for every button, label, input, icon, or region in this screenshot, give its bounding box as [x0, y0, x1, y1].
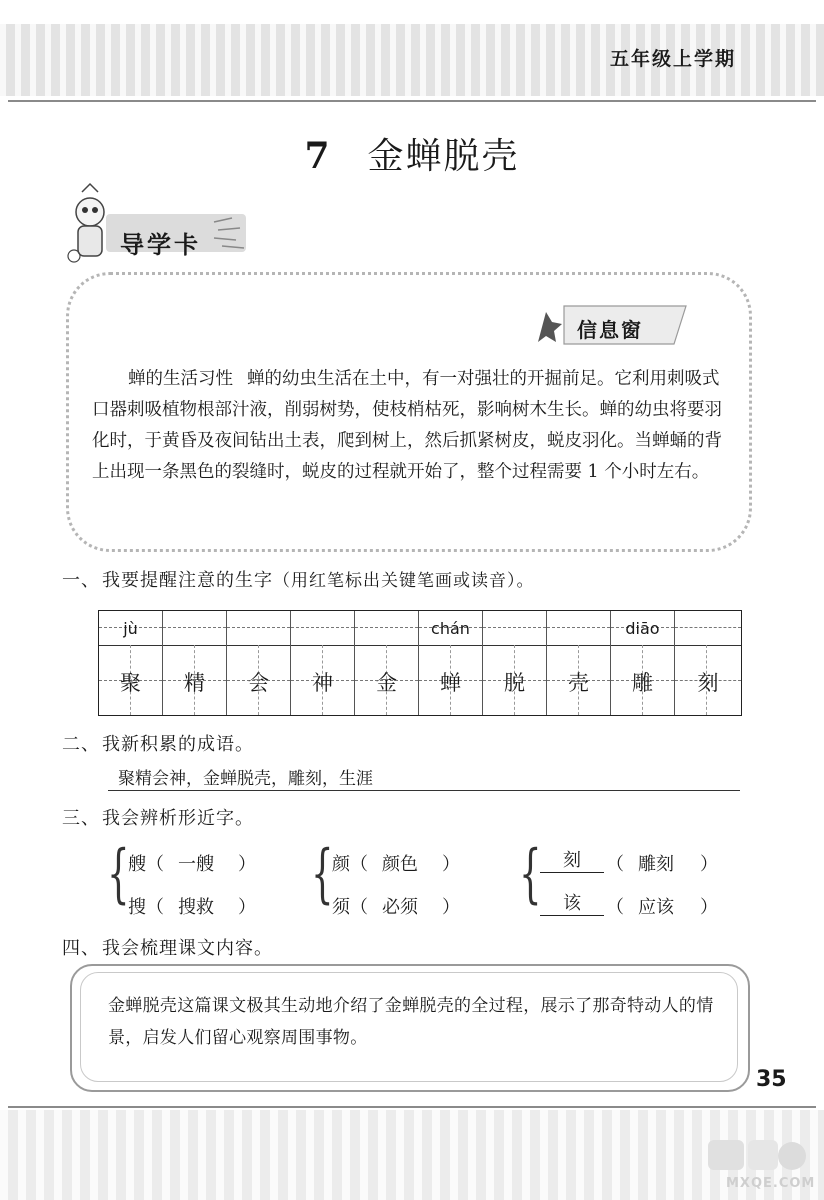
answer-word[interactable]: 雕刻 — [638, 854, 674, 875]
star-icon — [538, 312, 562, 342]
grid-cell[interactable] — [675, 611, 741, 715]
grid-cell[interactable] — [483, 611, 547, 715]
footer-rule — [8, 1106, 816, 1108]
answer-word[interactable]: 应该 — [638, 897, 674, 918]
section-2-heading — [62, 730, 254, 756]
hanzi: 金 — [376, 671, 397, 695]
answer-word[interactable]: 颜色 — [382, 854, 418, 875]
hanzi: 会 — [248, 671, 269, 695]
hanzi: 聚 — [120, 671, 141, 695]
section-1-title: 我要提醒注意的生字 — [102, 570, 273, 591]
compare-item: （ 雕刻 ） — [606, 850, 718, 876]
header-rule — [8, 100, 816, 102]
guide-label: 导学卡 — [120, 231, 201, 259]
compare-item: 搜（ 搜救 ） — [128, 893, 256, 919]
watermark-text: MXQE.COM — [726, 1176, 816, 1191]
section-3-title: 我会辨析形近字。 — [102, 808, 254, 829]
section-3-heading — [62, 804, 254, 830]
answer-word[interactable]: 搜救 — [178, 897, 214, 918]
grid-cell[interactable] — [547, 611, 611, 715]
compare-item: 颜（ 颜色 ） — [332, 850, 460, 876]
hanzi: 刻 — [697, 671, 719, 695]
pinyin-row — [611, 611, 674, 646]
section-4-heading — [62, 934, 273, 960]
char-blank[interactable]: 该 — [540, 889, 604, 916]
pinyin-row — [355, 611, 418, 646]
brace-icon: { — [519, 837, 542, 911]
info-window-title: 信息窗 — [577, 318, 643, 342]
summary-answer[interactable]: 金蝉脱壳这篇课文极其生动地介绍了金蝉脱壳的全过程，展示了那奇特动人的情景，启发人们留心观察周围事物。 — [108, 996, 714, 1048]
pinyin: chán — [431, 619, 470, 638]
compare-item: 艘（ 一艘 ） — [128, 850, 256, 876]
section-1-heading — [62, 566, 535, 592]
pinyin: diāo — [625, 619, 660, 638]
hanzi: 神 — [312, 671, 333, 695]
pinyin-row — [291, 611, 354, 646]
section-2-number: 二、 — [62, 734, 100, 755]
pinyin-row — [99, 611, 162, 646]
answer-word[interactable]: 一艘 — [178, 854, 214, 875]
hanzi: 蝉 — [440, 671, 461, 695]
section-1-note: （用红笔标出关键笔画或读音）。 — [273, 571, 535, 591]
hanzi: 脱 — [504, 671, 525, 695]
character-grid — [98, 610, 742, 716]
brace-icon: { — [107, 837, 130, 911]
answer-word[interactable]: 必须 — [382, 897, 418, 918]
info-body: 蝉的幼虫生活在土中，有一对强壮的开掘前足。它利用刺吸式口器刺吸植物根部汁液，削弱树势，使枝梢枯死，影响树木生长。蝉的幼虫将要羽化时，于黄昏及夜间钻出土表，爬到树上，然后抓紧树皮，蜕皮羽化。当蝉蛹的背上出现一条黑色的裂缝时，蜕皮的过程就开始了，整个过程需要 1 个小时左右。 — [92, 369, 722, 482]
grid-cell[interactable] — [163, 611, 227, 715]
lesson-name: 金蝉脱壳 — [367, 136, 520, 177]
grid-cell[interactable] — [419, 611, 483, 715]
grid-cell[interactable] — [291, 611, 355, 715]
page-number: 35 — [756, 1067, 787, 1092]
grade-label: 五年级上学期 — [609, 48, 736, 70]
hanzi: 精 — [184, 671, 205, 695]
pinyin-row — [483, 611, 546, 646]
section-2-title: 我新积累的成语。 — [102, 734, 254, 755]
pinyin-row — [547, 611, 610, 646]
info-lead: 蝉的生活习性 — [128, 369, 233, 389]
idiom-answer[interactable]: 聚精会神，金蝉脱壳，雕刻，生涯 — [118, 769, 373, 789]
hanzi: 壳 — [568, 671, 589, 695]
compare-item: （ 应该 ） — [606, 893, 718, 919]
char-blank[interactable]: 刻 — [540, 846, 604, 873]
lesson-title — [0, 128, 824, 179]
compare-item: 须（ 必须 ） — [332, 893, 460, 919]
section-1-number: 一、 — [62, 570, 100, 591]
grid-cell[interactable] — [99, 611, 163, 715]
pinyin-row — [227, 611, 290, 646]
pinyin-row — [419, 611, 482, 646]
grid-cell[interactable] — [355, 611, 419, 715]
lesson-number: 7 — [304, 135, 332, 177]
section-4-title: 我会梳理课文内容。 — [102, 938, 273, 959]
section-3-number: 三、 — [62, 808, 100, 829]
brace-icon: { — [311, 837, 334, 911]
grid-cell[interactable] — [611, 611, 675, 715]
section-4-number: 四、 — [62, 938, 100, 959]
hanzi: 雕 — [632, 671, 653, 695]
pinyin: jù — [123, 619, 138, 638]
info-window-text — [92, 364, 724, 488]
pinyin-row — [675, 611, 741, 646]
grid-cell[interactable] — [227, 611, 291, 715]
pinyin-row — [163, 611, 226, 646]
answer-rule — [108, 790, 740, 791]
